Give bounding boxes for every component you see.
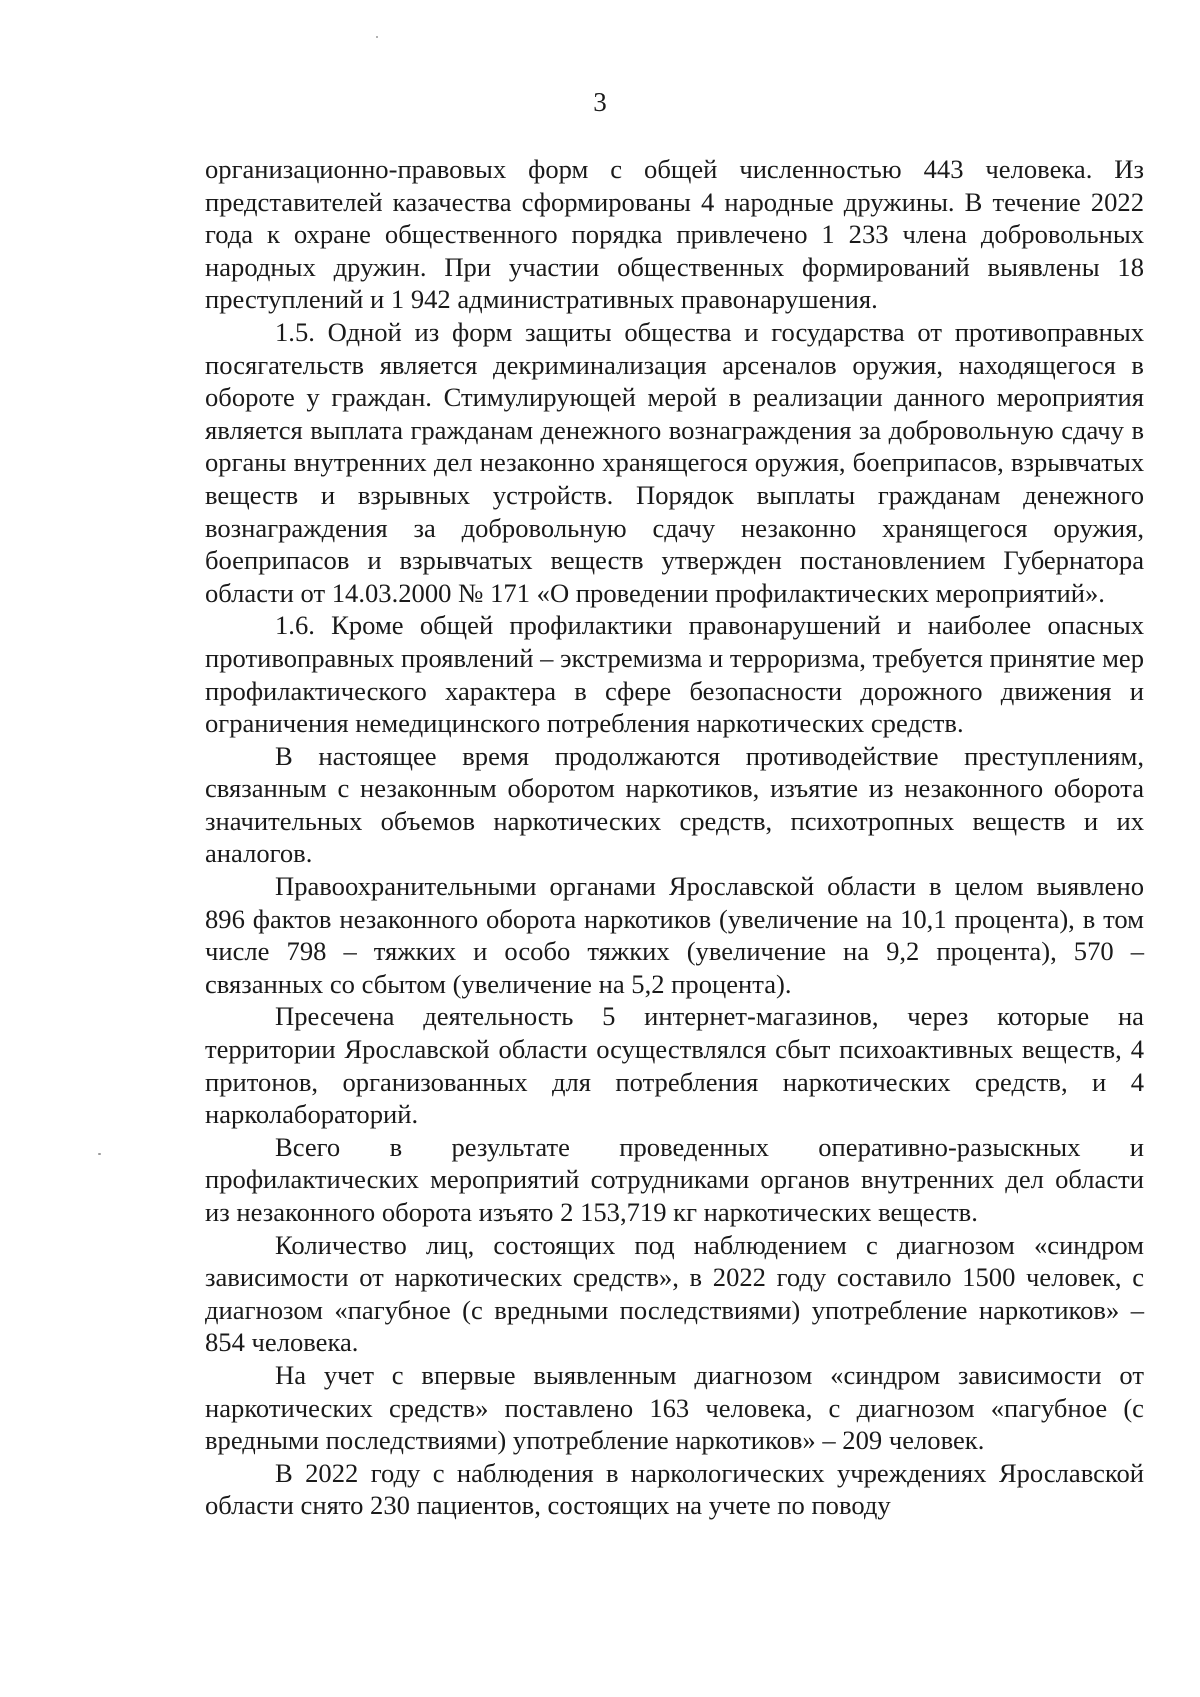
document-body	[205, 153, 1144, 1522]
paragraph: В 2022 году с наблюдения в наркологических учреждениях Ярославской области снято 230 пациентов, состоящих на учете по поводу	[205, 1457, 1144, 1521]
paragraph: Количество лиц, состоящих под наблюдением с диагнозом «синдром зависимости от наркотических средств», в 2022 году составило 1500 человек, с диагнозом «пагубное (с вредными последствиями) употребление наркотиков» – 854 человека.	[205, 1229, 1144, 1358]
paragraph: Всего в результате проведенных оперативно-разыскных и профилактических мероприятий сотрудниками органов внутренних дел области из незаконного оборота изъято 2 153,719 кг наркотических веществ.	[205, 1131, 1144, 1227]
paragraph: 1.6. Кроме общей профилактики правонарушений и наиболее опасных противоправных проявлений – экстремизма и терроризма, требуется принятие мер профилактического характера в сфере безопасности дорожного движения и ограничения немедицинского потребления наркотических средств.	[205, 610, 1144, 739]
paragraph: На учет с впервые выявленным диагнозом «синдром зависимости от наркотических средств» поставлено 163 человека, с диагнозом «пагубное (с вредными последствиями) употребление наркотиков» – 209 человек.	[205, 1359, 1144, 1456]
paragraph: организационно-правовых форм с общей численностью 443 человека. Из представителей казачества сформированы 4 народные дружины. В течение 2022 года к охране общественного порядка привлечено 1 233 члена добровольных народных дружин. При участии общественных формирований выявлены 18 преступлений и 1 942 административных правонарушения.	[205, 154, 1144, 315]
paragraph: 1.5. Одной из форм защиты общества и государства от противоправных посягательств является декриминализация арсеналов оружия, находящегося в обороте у граждан. Стимулирующей мерой в реализации данного мероприятия является выплата гражданам денежного вознаграждения за добровольную сдачу в органы внутренних дел незаконно хранящегося оружия, боеприпасов, взрывчатых веществ и взрывных устройств. Порядок выплаты гражданам денежного вознаграждения за добровольную сдачу незаконно хранящегося оружия, боеприпасов и взрывчатых веществ утвержден постановлением Губернатора области от 14.03.2000 № 171 «О проведении профилактических мероприятий».	[205, 316, 1144, 608]
paragraph: Пресечена деятельность 5 интернет-магазинов, через которые на территории Ярославской области осуществлялся сбыт психоактивных веществ, 4 притонов, организованных для потребления наркотических средств, и 4 нарколабораторий.	[205, 1001, 1144, 1130]
scan-speck	[376, 36, 378, 38]
scan-speck	[98, 1153, 101, 1155]
paragraph: Правоохранительными органами Ярославской области в целом выявлено 896 фактов незаконного оборота наркотиков (увеличение на 10,1 процента), в том числе 798 – тяжких и особо тяжких (увеличение на 9,2 процента), 570 – связанных со сбытом (увеличение на 5,2 процента).	[205, 871, 1144, 999]
paragraph: В настоящее время продолжаются противодействие преступлениям, связанным с незаконным оборотом наркотиков, изъятие из незаконного оборота значительных объемов наркотических средств, психотропных веществ и их аналогов.	[205, 740, 1144, 869]
page-number: 3	[593, 87, 607, 117]
